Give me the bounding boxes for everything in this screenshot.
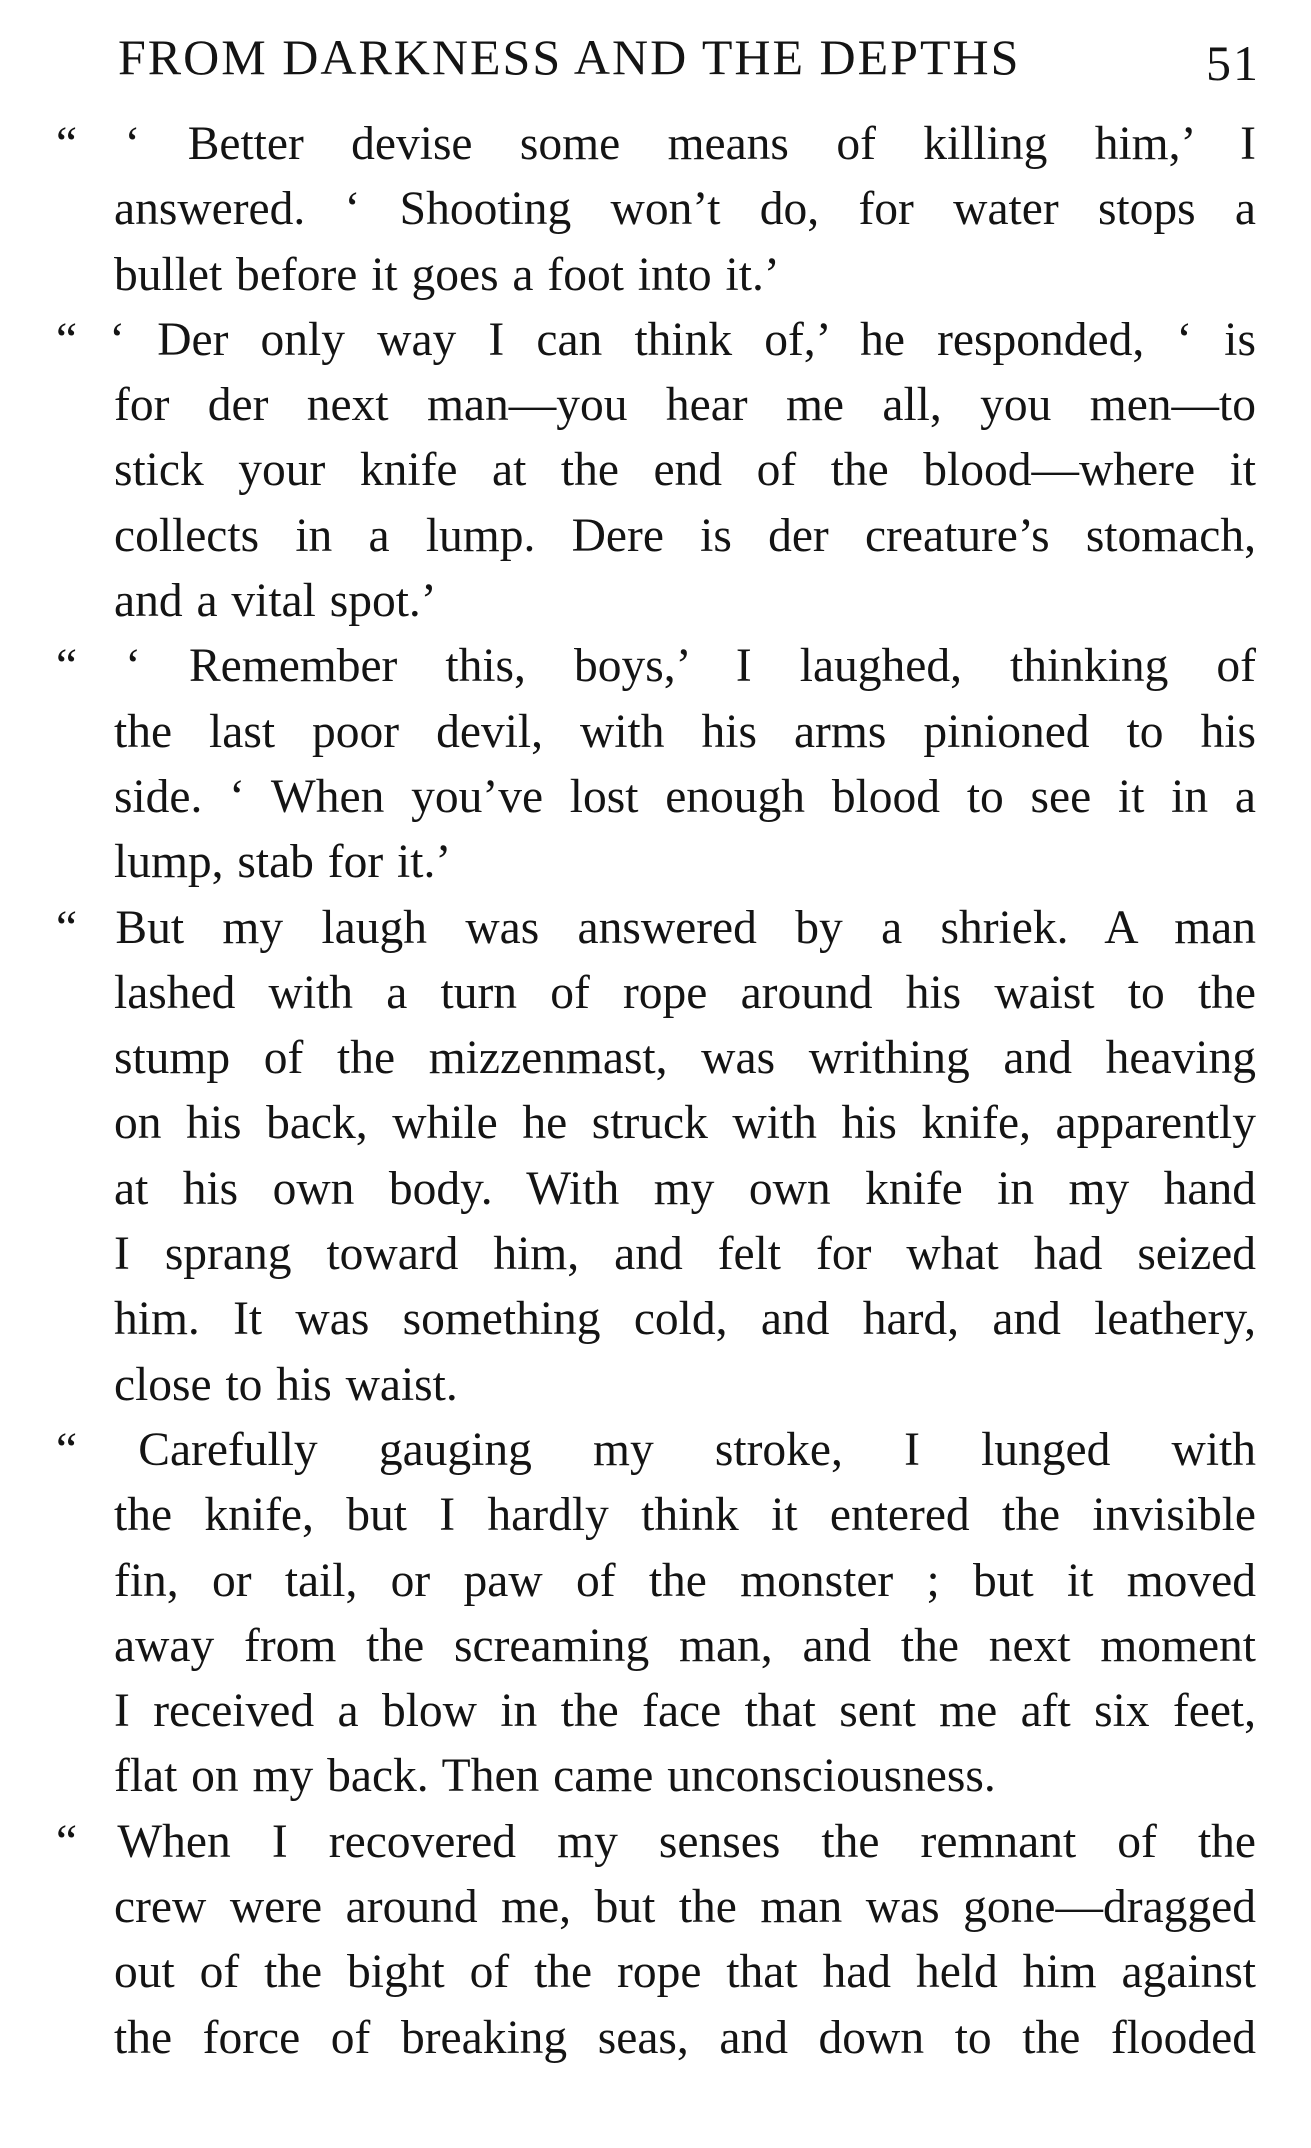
running-title: FROM DARKNESS AND THE DEPTHS (118, 29, 1021, 85)
text-line: lump, stab for it.’ (114, 836, 452, 889)
text-line: answered. ‘ Shooting won’t do, for water stops a (114, 183, 1256, 236)
text-line: him. It was something cold, and hard, and leathery, (114, 1293, 1256, 1346)
paragraph (56, 1418, 1256, 1810)
paragraph (56, 112, 1256, 308)
running-head (118, 22, 1260, 92)
text-line: and a vital spot.’ (114, 575, 437, 628)
paragraph (56, 308, 1256, 634)
text-line: I sprang toward him, and felt for what had seized (114, 1228, 1256, 1281)
text-line: at his own body. With my own knife in my hand (114, 1162, 1256, 1215)
text-line: side. ‘ When you’ve lost enough blood to see it in a (114, 770, 1256, 823)
text-line: “ Carefully gauging my stroke, I lunged with (56, 1423, 1256, 1476)
text-line: “ ‘ Der only way I can think of,’ he responded, ‘ is (56, 313, 1256, 366)
text-line: “ ‘ Better devise some means of killing him,’ I (56, 118, 1256, 170)
text-line: flat on my back. Then came unconsciousness. (114, 1750, 996, 1803)
text-line: bullet before it goes a foot into it.’ (114, 248, 780, 301)
text-line: collects in a lump. Dere is der creature’s stomach, (114, 509, 1256, 562)
text-line: “ ‘ Remember this, boys,’ I laughed, thinking of (56, 640, 1256, 693)
text-line: out of the bight of the rope that had held him against (114, 1946, 1256, 1999)
body-text (56, 112, 1256, 2071)
text-line: away from the screaming man, and the next moment (114, 1619, 1256, 1672)
paragraph (56, 634, 1256, 895)
page-number: 51 (1206, 35, 1260, 91)
text-line: the last poor devil, with his arms pinioned to his (114, 705, 1256, 758)
text-line: “ But my laugh was answered by a shriek. A man (56, 901, 1256, 954)
text-line: stick your knife at the end of the blood—where it (114, 444, 1256, 497)
text-line: the force of breaking seas, and down to the flooded (114, 2011, 1256, 2064)
paragraph (56, 896, 1256, 1418)
text-line: stump of the mizzenmast, was writhing and heaving (114, 1032, 1256, 1085)
text-line: lashed with a turn of rope around his waist to the (114, 966, 1256, 1019)
text-line: on his back, while he struck with his knife, apparently (114, 1097, 1256, 1150)
paragraph (56, 1810, 1256, 2071)
text-line: for der next man—you hear me all, you men—to (114, 379, 1256, 432)
text-line: close to his waist. (114, 1358, 458, 1411)
text-line: “ When I recovered my senses the remnant of the (56, 1815, 1256, 1868)
text-line: I received a blow in the face that sent me aft six feet, (114, 1685, 1256, 1738)
text-line: the knife, but I hardly think it entered the invisible (114, 1489, 1256, 1542)
text-line: fin, or tail, or paw of the monster ; but it moved (114, 1554, 1256, 1607)
text-line: crew were around me, but the man was gone—dragged (114, 1881, 1256, 1934)
